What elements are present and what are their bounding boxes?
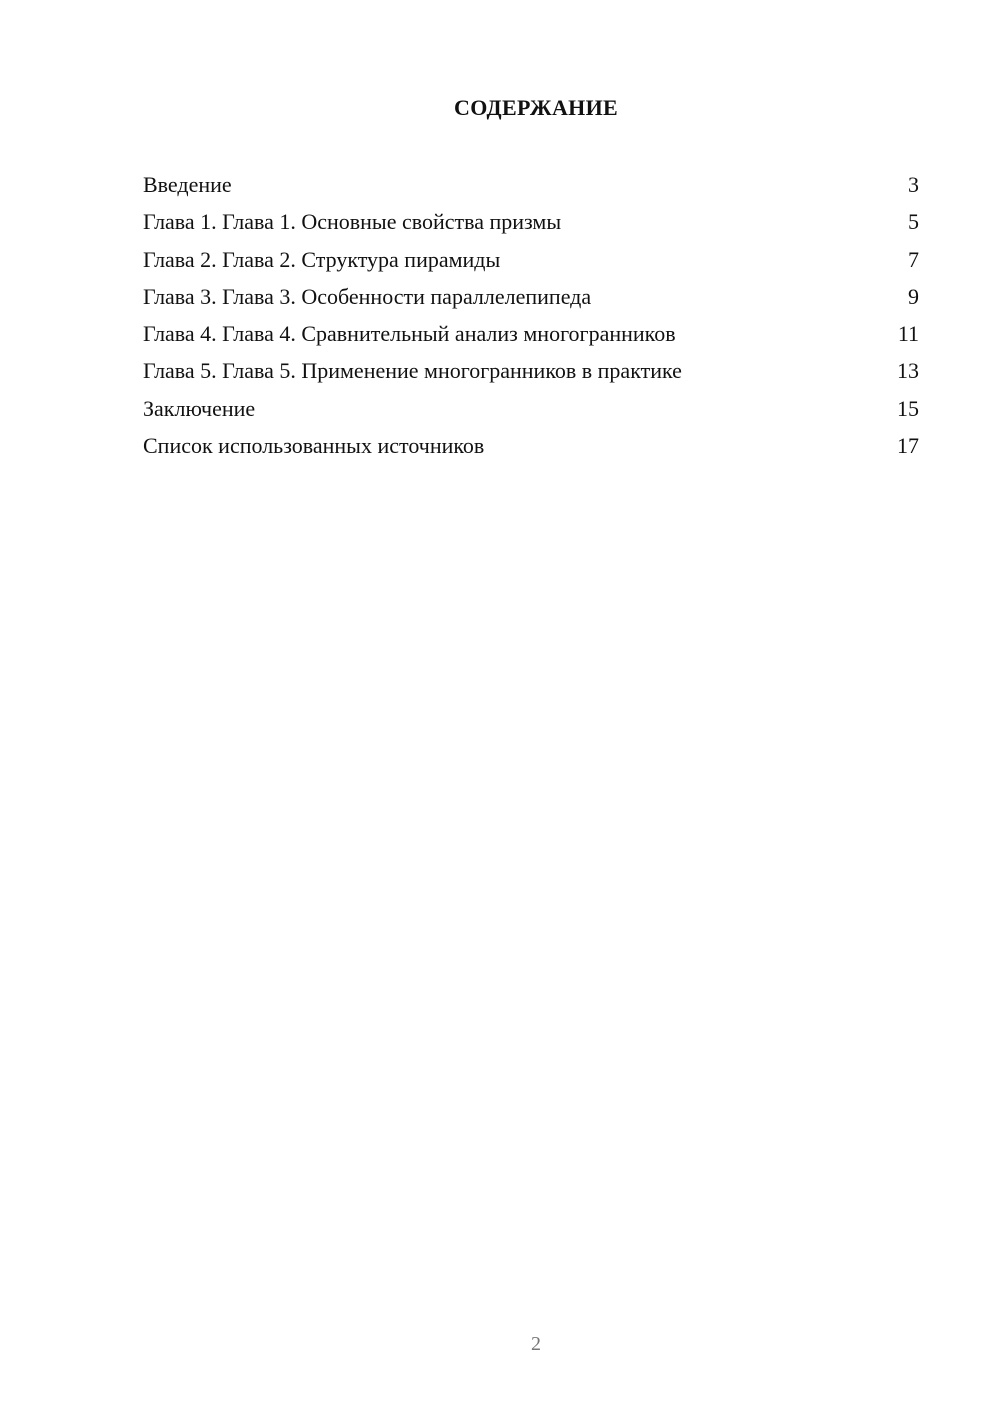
toc-entry-page: 7 — [908, 246, 919, 272]
toc-entry-label: Введение — [143, 172, 232, 197]
toc-entry-label: Глава 3. Глава 3. Особенности параллелепипеда — [143, 283, 592, 309]
toc-entry-label: Заключение — [143, 395, 256, 421]
toc-entry-page: 3 — [908, 172, 919, 197]
toc-entry-page: 17 — [897, 433, 919, 459]
toc-entry-label: Глава 5. Глава 5. Применение многогранников в практике — [143, 358, 682, 384]
toc-entry-page: 13 — [897, 358, 919, 384]
toc-entry-chapter-2 — [143, 245, 919, 282]
toc-entry-label: Глава 1. Глава 1. Основные свойства призмы — [143, 209, 562, 235]
table-of-contents — [143, 170, 919, 468]
page-title: СОДЕРЖАНИЕ — [454, 95, 618, 120]
toc-entry-chapter-1 — [143, 207, 919, 244]
toc-entry-chapter-5 — [143, 356, 919, 393]
toc-entry-page: 15 — [897, 395, 919, 421]
toc-entry-label: Глава 2. Глава 2. Структура пирамиды — [143, 246, 501, 272]
toc-entry-label: Список использованных источников — [143, 433, 485, 459]
toc-title-wrapper — [0, 95, 1000, 121]
page-number: 2 — [531, 1333, 541, 1355]
toc-entry-label: Глава 4. Глава 4. Сравнительный анализ многогранников — [143, 321, 676, 347]
toc-entry-introduction — [143, 170, 919, 207]
toc-entry-page: 5 — [908, 209, 919, 235]
toc-entry-conclusion — [143, 394, 919, 431]
toc-entry-references — [143, 431, 919, 468]
toc-entry-page: 9 — [908, 283, 919, 309]
toc-entry-chapter-3 — [143, 282, 919, 319]
toc-entry-page: 11 — [897, 321, 919, 347]
toc-entry-chapter-4 — [143, 319, 919, 356]
